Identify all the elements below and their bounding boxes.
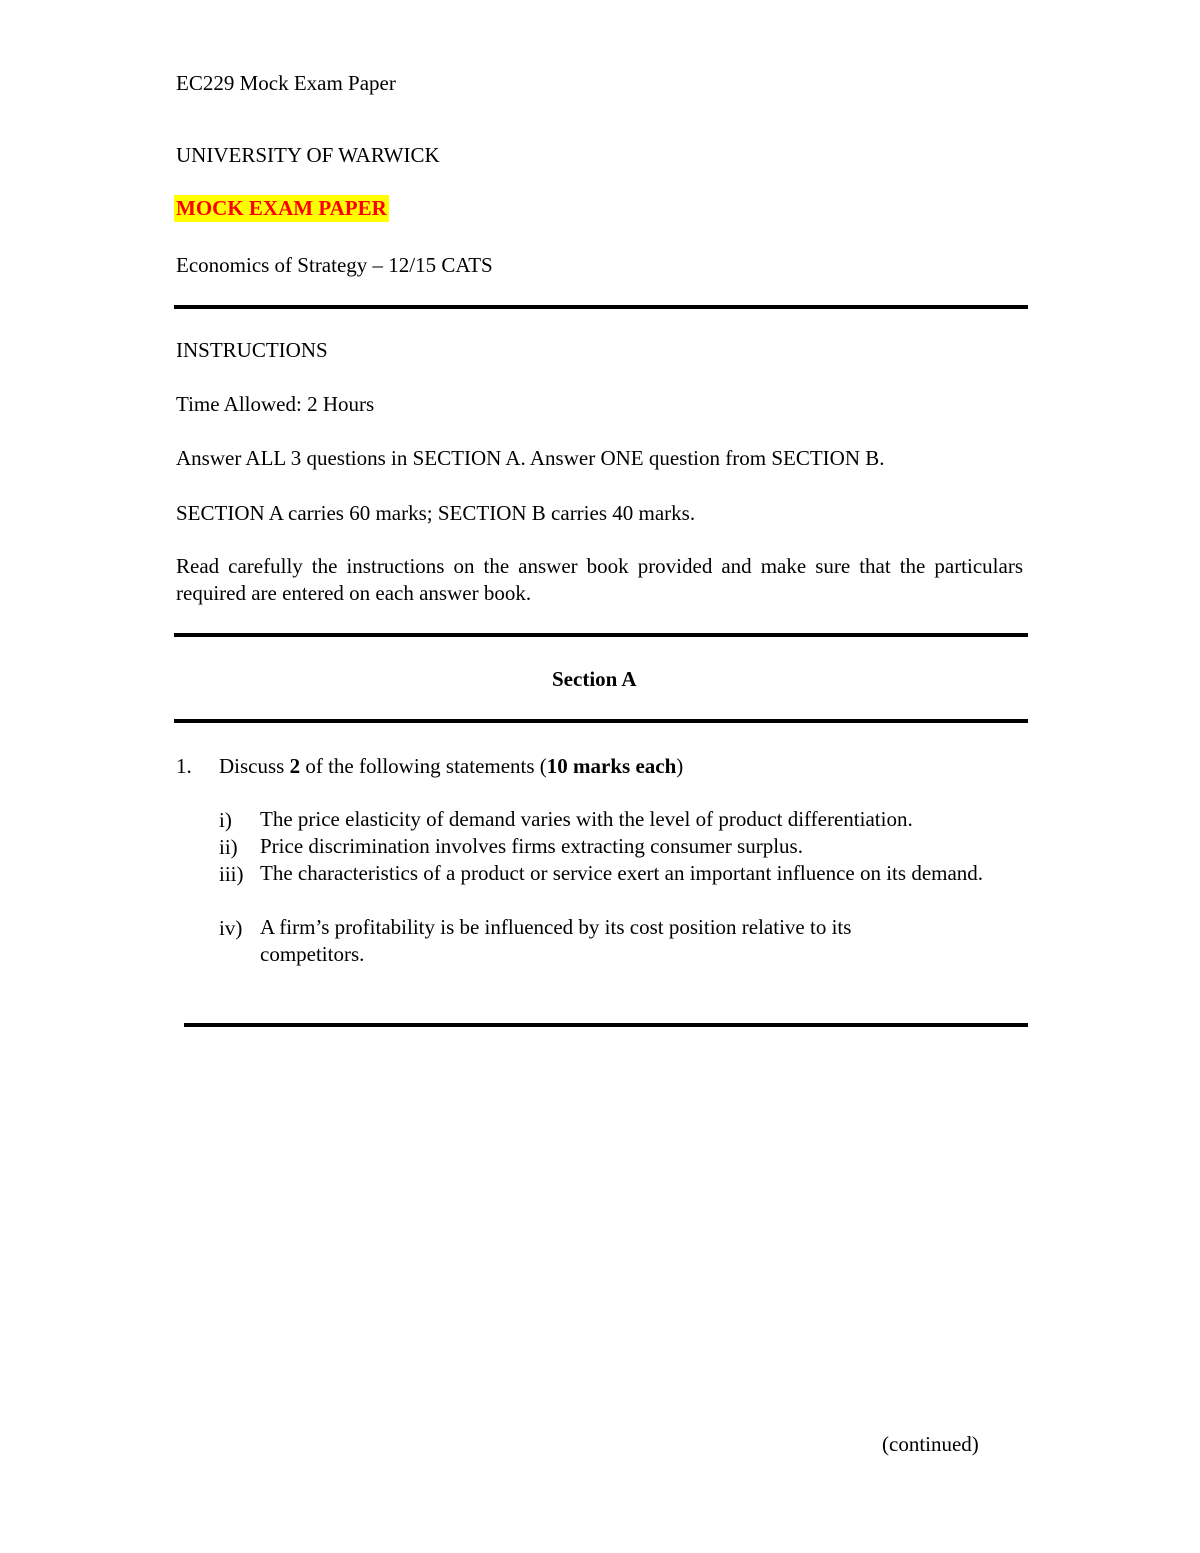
item-text: The price elasticity of demand varies with the level of product differentiation.: [260, 807, 913, 831]
divider-bottom: [184, 1023, 1028, 1027]
mock-exam-label: [174, 198, 389, 219]
item-label: i): [219, 808, 232, 832]
item-label: iv): [219, 916, 243, 940]
time-allowed: Time Allowed: 2 Hours: [176, 392, 375, 416]
continued-label: (continued): [882, 1432, 979, 1456]
divider-section-a: [174, 719, 1028, 723]
divider-top: [174, 305, 1028, 309]
item-label: ii): [219, 835, 238, 859]
question-lead-part-2: of the following statements (: [300, 754, 547, 778]
item-text: A firm’s profitability is be influenced by its cost position relative to its competitors.: [260, 915, 852, 966]
instructions-heading: INSTRUCTIONS: [176, 338, 328, 362]
item-text: The characteristics of a product or service exert an important influence on its demand.: [260, 861, 984, 885]
question-lead-marks: 10 marks each: [546, 754, 677, 778]
divider-instructions-end: [174, 633, 1028, 637]
marks-rule: SECTION A carries 60 marks; SECTION B carries 40 marks.: [176, 501, 696, 525]
question-number: 1.: [176, 754, 192, 778]
mock-exam-highlight: MOCK EXAM PAPER: [176, 196, 387, 220]
module-title: Economics of Strategy – 12/15 CATS: [176, 253, 493, 277]
university-name: UNIVERSITY OF WARWICK: [176, 143, 440, 167]
section-a-title: Section A: [552, 667, 637, 691]
question-lead-part-3: ): [676, 754, 684, 778]
item-label: iii): [219, 862, 244, 886]
question-lead: [219, 756, 683, 777]
answer-rule: Answer ALL 3 questions in SECTION A. Answer ONE question from SECTION B.: [176, 446, 885, 470]
item-text: Price discrimination involves firms extracting consumer surplus.: [260, 834, 803, 858]
question-lead-part-1: Discuss: [219, 754, 290, 778]
answer-book-instructions: Read carefully the instructions on the answer book provided and make sure that the particulars required are entered on each answer book.: [176, 554, 1023, 605]
course-title: EC229 Mock Exam Paper: [176, 71, 396, 95]
question-lead-count: 2: [289, 754, 301, 778]
